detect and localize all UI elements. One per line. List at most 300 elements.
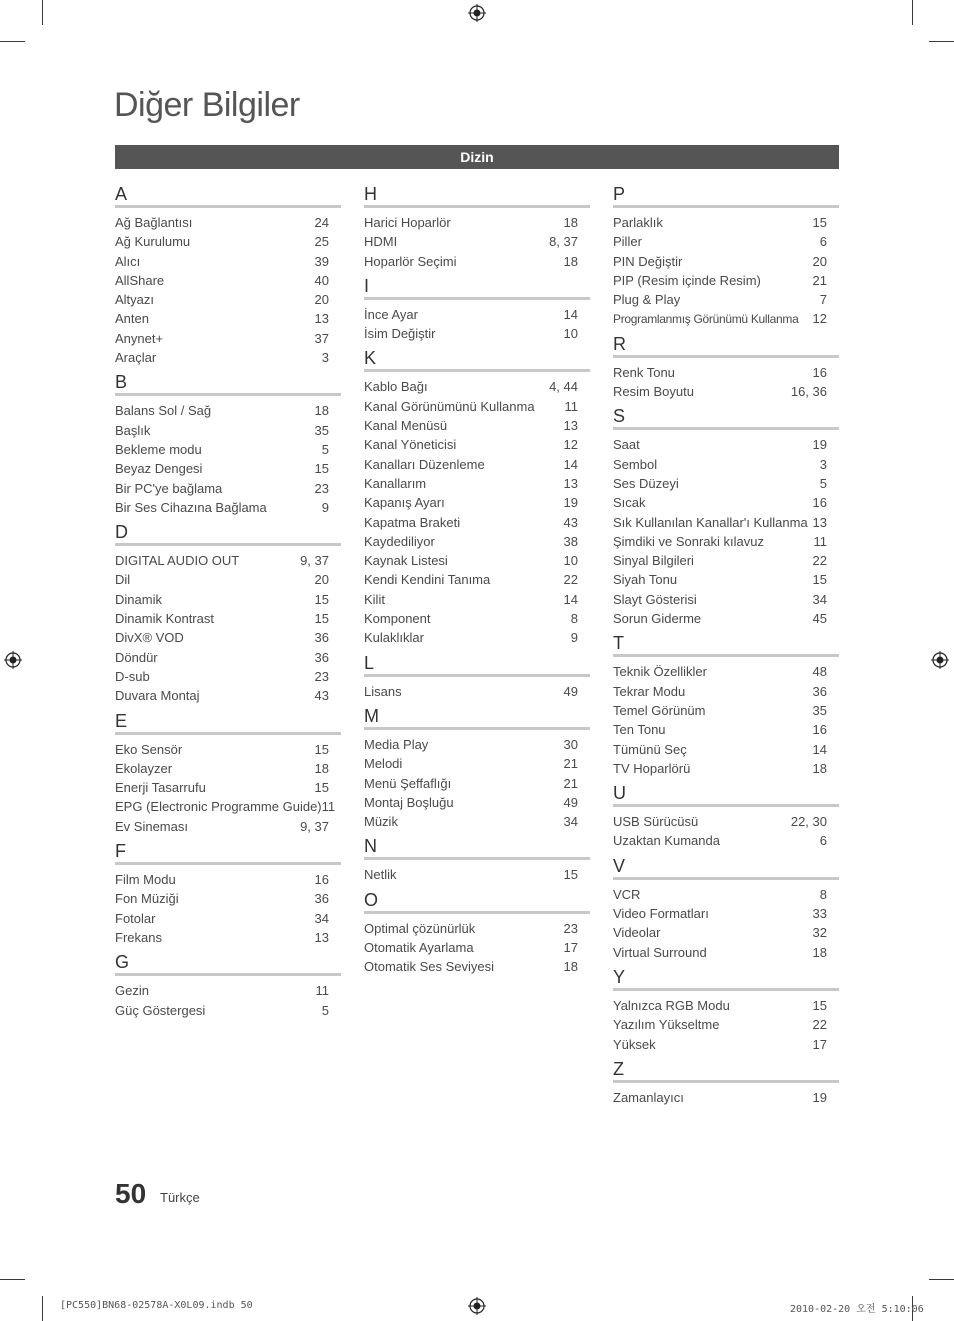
index-entry-term: Anten [115, 311, 149, 327]
index-letter-heading: A [115, 183, 341, 208]
index-entry-page: 13 [314, 311, 329, 327]
index-entry [613, 904, 839, 923]
index-entry-term: Renk Tonu [613, 364, 675, 380]
index-entry-page: 48 [812, 664, 827, 680]
index-entry [364, 570, 590, 589]
index-entry [115, 797, 341, 816]
index-section-g [115, 951, 341, 1020]
index-entry [115, 928, 341, 947]
index-entry-term: Bir Ses Cihazına Bağlama [115, 499, 267, 515]
index-entry-page: 7 [819, 292, 827, 308]
index-entry-term: Montaj Boşluğu [364, 794, 454, 810]
registration-mark-icon [468, 1297, 486, 1315]
index-entry-term: Duvara Montaj [115, 688, 200, 704]
index-section-u [613, 782, 839, 851]
index-entry-page: 5 [321, 1002, 329, 1018]
index-entry-page: 19 [812, 437, 827, 453]
index-entry-page: 19 [812, 1089, 827, 1105]
index-entry-term: Plug & Play [613, 292, 681, 308]
index-entry-page: 15 [812, 215, 827, 230]
index-letter-heading: Y [613, 966, 839, 991]
index-entry-term: Yazılım Yükseltme [613, 1017, 720, 1033]
index-entry-term: Kanal Yöneticisi [364, 437, 457, 453]
index-entry-page: 6 [819, 234, 827, 250]
index-section-r [613, 333, 839, 402]
index-entry-term: Kanal Görünümünü Kullanma [364, 398, 535, 414]
index-letter-heading: Z [613, 1058, 839, 1083]
index-entry-page: 20 [314, 572, 329, 588]
index-entry [613, 232, 839, 251]
index-letter-heading: R [613, 333, 839, 358]
index-entry-page: 23 [314, 480, 329, 496]
index-entry-term: Kanalları Düzenleme [364, 456, 485, 472]
index-entry [364, 754, 590, 773]
index-letter-heading: O [364, 889, 590, 914]
index-letter-heading: F [115, 840, 341, 865]
index-entry-term: Enerji Tasarrufu [115, 780, 206, 796]
index-entry-page: 18 [314, 760, 329, 776]
page-title: Diğer Bilgiler [114, 86, 300, 124]
index-entry [613, 309, 839, 328]
index-entry [115, 479, 341, 498]
index-entry [613, 885, 839, 904]
index-entry-page: 35 [314, 422, 329, 438]
index-entry-page: 9, 37 [300, 818, 329, 834]
index-entry-page: 11 [321, 799, 336, 815]
index-section-n [364, 835, 590, 884]
index-letter-heading: E [115, 710, 341, 735]
index-entry-term: Bir PC'ye bağlama [115, 480, 223, 496]
index-entry-term: Kablo Bağı [364, 379, 428, 395]
index-entry-page: 40 [314, 272, 329, 288]
index-entry [115, 213, 341, 232]
index-entry [613, 609, 839, 628]
index-entry-page: 8 [819, 886, 827, 902]
index-entry [364, 682, 590, 701]
index-entry [115, 440, 341, 459]
index-section-f [115, 840, 341, 947]
index-entry [364, 455, 590, 474]
index-entry-term: Alıcı [115, 253, 141, 269]
index-entry [115, 459, 341, 478]
index-entry-term: Video Formatları [613, 906, 709, 922]
print-timestamp: 2010-02-20 오전 5:10:06 [790, 1304, 924, 1315]
index-entry-page: 36 [812, 683, 827, 699]
index-entry [613, 513, 839, 532]
index-entry-page: 36 [314, 649, 329, 665]
registration-mark-icon [931, 651, 949, 669]
index-entry [613, 1035, 839, 1054]
index-entry-term: Otomatik Ses Seviyesi [364, 959, 495, 975]
index-entry-page: 9, 37 [300, 553, 329, 569]
index-entry-page: 16 [812, 722, 827, 738]
index-entry-page: 9 [321, 499, 329, 515]
index-entry [613, 590, 839, 609]
index-entry-term: DivX® VOD [115, 630, 184, 646]
index-entry-page: 38 [563, 533, 578, 549]
index-entry-term: AllShare [115, 272, 165, 288]
index-entry [364, 532, 590, 551]
index-entry-term: Teknik Özellikler [613, 664, 707, 680]
index-letter-heading: V [613, 855, 839, 880]
index-entry-term: Bekleme modu [115, 441, 202, 457]
index-entry-term: Anynet+ [115, 330, 164, 346]
index-entry-term: Şimdiki ve Sonraki kılavuz [613, 533, 764, 549]
index-entry [115, 981, 341, 1000]
index-entry-term: Sorun Giderme [613, 611, 702, 627]
index-entry [613, 382, 839, 401]
index-section-v [613, 855, 839, 962]
index-entry-page: 17 [812, 1036, 827, 1052]
index-section-h [364, 183, 590, 271]
index-entry-term: Kapanış Ayarı [364, 495, 445, 511]
index-entry-page: 23 [314, 668, 329, 684]
index-letter-heading: U [613, 782, 839, 807]
index-entry-term: Hoparlör Seçimi [364, 253, 457, 269]
index-entry-term: Altyazı [115, 292, 155, 308]
index-entry-term: Ses Düzeyi [613, 475, 679, 491]
index-entry-page: 18 [812, 760, 827, 776]
index-entry-term: Güç Göstergesi [115, 1002, 206, 1018]
index-entry [115, 667, 341, 686]
index-entry-page: 14 [563, 591, 578, 607]
index-entry [115, 590, 341, 609]
index-entry-page: 16 [812, 364, 827, 380]
index-entry-page: 22 [812, 553, 827, 569]
index-entry [613, 455, 839, 474]
index-entry-term: İnce Ayar [364, 306, 418, 322]
index-section-b [115, 371, 341, 517]
index-entry [364, 735, 590, 754]
index-entry-page: 15 [563, 867, 578, 883]
index-entry [115, 740, 341, 759]
index-entry-page: 21 [563, 775, 578, 791]
index-entry-page: 9 [570, 630, 578, 646]
index-entry-page: 34 [812, 591, 827, 607]
index-entry-term: Fotolar [115, 910, 156, 926]
index-entry-page: 45 [812, 611, 827, 627]
index-entry [364, 474, 590, 493]
index-entry-page: 24 [314, 215, 329, 230]
index-entry-page: 15 [314, 741, 329, 757]
index-entry-term: Menü Şeffaflığı [364, 775, 452, 791]
index-column-3 [613, 183, 839, 1111]
index-entry-term: Fon Müziği [115, 891, 179, 907]
index-entry-page: 49 [563, 794, 578, 810]
index-letter-heading: D [115, 521, 341, 546]
index-entry-term: USB Sürücüsü [613, 814, 699, 830]
index-entry-page: 22 [563, 572, 578, 588]
index-entry-term: TV Hoparlörü [613, 760, 691, 776]
index-entry-term: Media Play [364, 736, 429, 752]
index-entry [364, 865, 590, 884]
index-entry-term: Döndür [115, 649, 158, 665]
index-entry-term: Videolar [613, 925, 661, 941]
index-entry [613, 363, 839, 382]
index-entry-page: 13 [563, 475, 578, 491]
index-entry [115, 290, 341, 309]
index-entry-page: 15 [314, 780, 329, 796]
index-entry [115, 551, 341, 570]
index-entry-page: 14 [563, 456, 578, 472]
index-entry-term: Netlik [364, 867, 397, 883]
index-entry [613, 532, 839, 551]
index-entry-term: PIN Değiştir [613, 253, 683, 269]
index-entry [115, 686, 341, 705]
page-number: 50 [115, 1178, 147, 1209]
crop-mark [42, 1296, 43, 1321]
index-entry-term: Optimal çözünürlük [364, 920, 476, 936]
index-entry-term: Kendi Kendini Tanıma [364, 572, 491, 588]
index-entry-term: Dil [115, 572, 131, 588]
index-entry [115, 648, 341, 667]
index-entry-term: Piller [613, 234, 642, 250]
index-entry [613, 213, 839, 232]
index-entry-term: Parlaklık [613, 215, 663, 230]
index-entry-term: EPG (Electronic Programme Guide) [115, 799, 322, 815]
index-entry [115, 498, 341, 517]
index-entry [364, 416, 590, 435]
index-entry-page: 10 [563, 553, 578, 569]
crop-mark [42, 0, 43, 25]
index-entry-term: Film Modu [115, 872, 176, 888]
index-entry-page: 15 [812, 997, 827, 1013]
index-section-y [613, 966, 839, 1054]
index-entry [613, 474, 839, 493]
index-letter-heading: B [115, 371, 341, 396]
index-entry [613, 923, 839, 942]
index-column-2 [364, 183, 590, 981]
index-entry [364, 232, 590, 251]
index-entry-page: 36 [314, 891, 329, 907]
index-entry-page: 33 [812, 906, 827, 922]
index-entry-term: Harici Hoparlör [364, 215, 451, 230]
index-letter-heading: P [613, 183, 839, 208]
index-entry-page: 16 [314, 872, 329, 888]
index-entry [613, 662, 839, 681]
index-entry [613, 570, 839, 589]
index-entry-page: 3 [321, 350, 329, 366]
index-entry-term: Yalnızca RGB Modu [613, 997, 730, 1013]
index-entry-page: 49 [563, 683, 578, 699]
index-entry [364, 324, 590, 343]
index-entry-term: D-sub [115, 668, 150, 684]
index-entry-page: 34 [314, 910, 329, 926]
index-letter-heading: S [613, 405, 839, 430]
index-entry [115, 401, 341, 420]
index-entry [115, 570, 341, 589]
index-entry-page: 22, 30 [790, 814, 827, 830]
index-section-a [115, 183, 341, 367]
index-entry-page: 18 [563, 253, 578, 269]
index-letter-heading: M [364, 705, 590, 730]
index-entry-page: 43 [563, 514, 578, 530]
index-entry-term: Tekrar Modu [613, 683, 686, 699]
index-entry [115, 271, 341, 290]
index-entry-page: 3 [819, 456, 827, 472]
index-entry-page: 11 [813, 533, 827, 549]
index-entry-page: 21 [563, 756, 578, 772]
index-entry-term: Ev Sineması [115, 818, 188, 834]
index-entry [613, 759, 839, 778]
index-entry [115, 232, 341, 251]
index-entry [364, 252, 590, 271]
index-entry [364, 628, 590, 647]
index-entry-term: Komponent [364, 611, 431, 627]
index-entry [613, 1088, 839, 1107]
index-entry-term: Gezin [115, 983, 149, 999]
index-entry [364, 397, 590, 416]
index-entry [613, 290, 839, 309]
index-entry-page: 22 [812, 1017, 827, 1033]
index-entry-page: 10 [563, 326, 578, 342]
index-entry-page: 18 [563, 215, 578, 230]
index-entry [364, 590, 590, 609]
index-entry [364, 305, 590, 324]
index-entry-term: Kanallarım [364, 475, 427, 491]
crop-mark [929, 41, 954, 42]
index-entry [364, 957, 590, 976]
index-entry [115, 1001, 341, 1020]
index-entry [613, 252, 839, 271]
index-entry [613, 682, 839, 701]
crop-mark [929, 1279, 954, 1280]
index-entry [613, 271, 839, 290]
index-entry-page: 13 [563, 418, 578, 434]
index-entry-page: 30 [563, 736, 578, 752]
index-entry-term: Sembol [613, 456, 658, 472]
index-entry-page: 11 [315, 983, 329, 999]
index-entry [364, 812, 590, 831]
registration-mark-icon [468, 4, 486, 22]
index-entry-page: 34 [563, 814, 578, 830]
index-entry-term: Beyaz Dengesi [115, 461, 203, 477]
index-entry-term: PIP (Resim içinde Resim) [613, 272, 761, 288]
index-entry-term: Tümünü Seç [613, 741, 687, 757]
index-entry-term: Resim Boyutu [613, 384, 694, 400]
index-entry [364, 377, 590, 396]
index-entry-term: HDMI [364, 234, 398, 250]
index-entry-term: Ten Tonu [613, 722, 666, 738]
index-entry-page: 8 [570, 611, 578, 627]
index-entry-page: 39 [314, 253, 329, 269]
index-entry [115, 870, 341, 889]
index-entry-page: 18 [812, 944, 827, 960]
index-entry-term: Eko Sensör [115, 741, 183, 757]
section-header-bar: Dizin [115, 145, 839, 169]
index-entry [364, 609, 590, 628]
index-entry [613, 551, 839, 570]
index-section-k [364, 347, 590, 647]
index-entry-term: Otomatik Ayarlama [364, 940, 474, 956]
index-entry-page: 37 [314, 330, 329, 346]
index-entry [613, 720, 839, 739]
index-entry-page: 15 [812, 572, 827, 588]
index-entry-term: Virtual Surround [613, 944, 707, 960]
index-entry-term: Saat [613, 437, 640, 453]
index-entry-page: 12 [812, 311, 827, 327]
index-entry-term: Kanal Menüsü [364, 418, 448, 434]
index-entry [115, 889, 341, 908]
index-entry-page: 25 [314, 234, 329, 250]
index-entry-term: Programlanmış Görünümü Kullanma [613, 312, 799, 327]
index-letter-heading: I [364, 275, 590, 300]
index-column-1 [115, 183, 341, 1024]
index-entry-term: Kapatma Braketi [364, 514, 461, 530]
index-entry [364, 551, 590, 570]
index-entry-term: Kilit [364, 591, 385, 607]
index-entry-term: Balans Sol / Sağ [115, 403, 212, 419]
index-entry-page: 8, 37 [549, 234, 578, 250]
index-entry-page: 17 [563, 940, 578, 956]
index-letter-heading: H [364, 183, 590, 208]
index-entry-term: Sık Kullanılan Kanallar'ı Kullanma [613, 514, 808, 530]
index-entry-term: Dinamik [115, 591, 162, 607]
index-entry-page: 14 [812, 741, 827, 757]
index-section-d [115, 521, 341, 705]
index-entry-page: 11 [564, 398, 578, 414]
index-section-e [115, 710, 341, 836]
index-entry-term: Dinamik Kontrast [115, 611, 214, 627]
index-entry-page: 19 [563, 495, 578, 511]
index-entry-page: 5 [321, 441, 329, 457]
index-entry-term: Kaydediliyor [364, 533, 435, 549]
index-entry [613, 1015, 839, 1034]
index-entry-term: VCR [613, 886, 641, 902]
index-entry [115, 348, 341, 367]
index-entry-page: 15 [314, 591, 329, 607]
index-entry [613, 701, 839, 720]
index-entry [115, 778, 341, 797]
index-entry-term: Frekans [115, 929, 162, 945]
index-entry-term: Ekolayzer [115, 760, 173, 776]
index-entry-page: 5 [819, 475, 827, 491]
index-section-m [364, 705, 590, 831]
index-entry-term: Temel Görünüm [613, 702, 706, 718]
index-entry-term: Ağ Kurulumu [115, 234, 191, 250]
index-section-i [364, 275, 590, 344]
index-entry [613, 943, 839, 962]
index-letter-heading: T [613, 632, 839, 657]
index-entry [115, 817, 341, 836]
index-entry-term: Melodi [364, 756, 403, 772]
index-entry-page: 18 [314, 403, 329, 419]
index-entry [115, 309, 341, 328]
index-entry [613, 740, 839, 759]
index-section-t [613, 632, 839, 778]
index-entry-term: Slayt Gösterisi [613, 591, 697, 607]
crop-mark [0, 41, 25, 42]
index-entry [364, 938, 590, 957]
registration-mark-icon [4, 651, 22, 669]
index-entry [613, 493, 839, 512]
crop-mark [912, 0, 913, 25]
index-entry-term: Siyah Tonu [613, 572, 678, 588]
index-entry-term: Sinyal Bilgileri [613, 553, 694, 569]
index-entry [115, 609, 341, 628]
index-entry-term: Ağ Bağlantısı [115, 215, 193, 230]
index-letter-heading: L [364, 652, 590, 677]
index-entry-page: 23 [563, 920, 578, 936]
index-entry [364, 213, 590, 232]
index-section-l [364, 652, 590, 701]
index-entry-page: 16 [812, 495, 827, 511]
index-entry [613, 831, 839, 850]
index-entry-page: 36 [314, 630, 329, 646]
index-entry-page: 32 [812, 925, 827, 941]
crop-mark [0, 1279, 25, 1280]
index-entry-term: Başlık [115, 422, 151, 438]
